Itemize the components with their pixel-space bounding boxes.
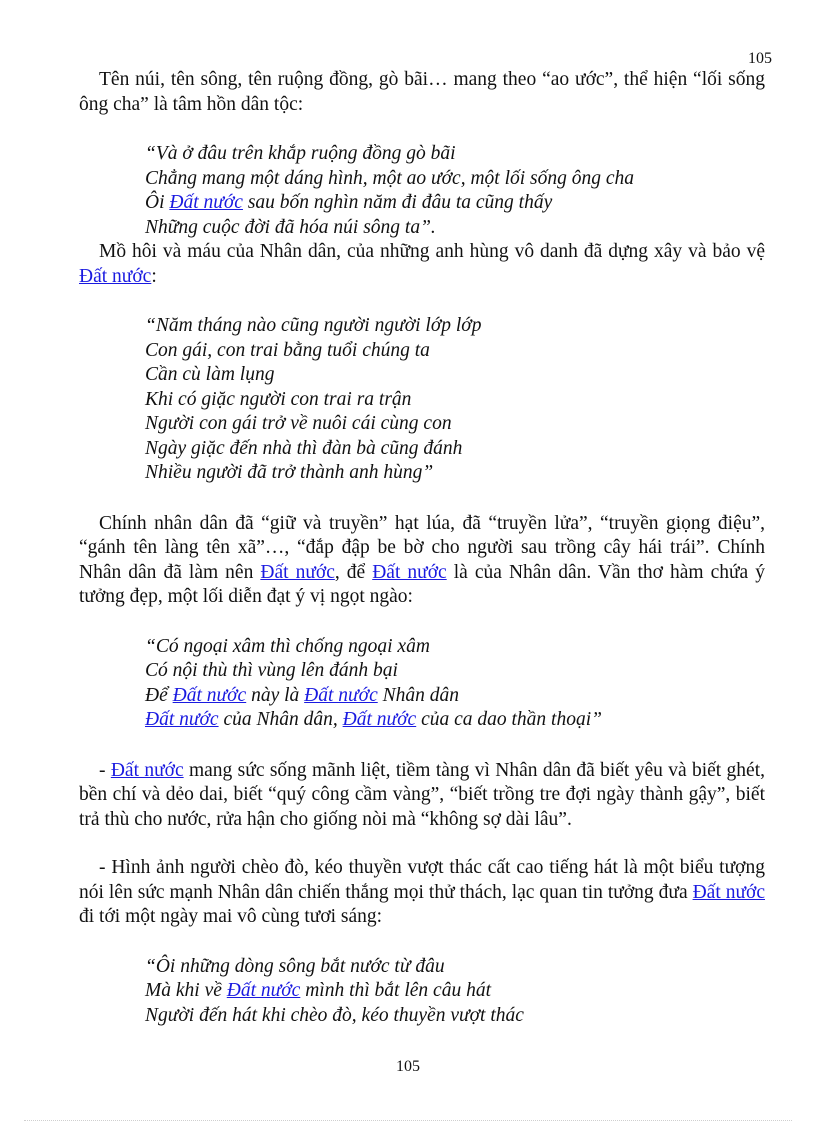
- poem-text: mình thì bắt lên câu hát: [300, 980, 491, 1001]
- spacer: [79, 832, 765, 856]
- page-number-bottom: 105: [396, 1058, 420, 1075]
- poem-text: Để: [145, 684, 173, 706]
- spacer: [79, 117, 765, 142]
- poem-line: [145, 191, 765, 216]
- poem-line: Có nội thù thì vùng lên đánh bại: [145, 660, 398, 681]
- paragraph-text: đi tới một ngày mai vô cùng tươi sáng:: [79, 906, 383, 927]
- poem-line: “Năm tháng nào cũng người người lớp lớp: [145, 315, 482, 336]
- paragraph-boatman: [79, 856, 765, 930]
- paragraph-text: -: [99, 759, 111, 781]
- spacer: [79, 289, 765, 314]
- poem-text: Ôi: [145, 192, 170, 213]
- dat-nuoc-link[interactable]: Đất nước: [304, 684, 378, 706]
- poem-text: sau bốn nghìn năm đi đâu ta cũng thấy: [242, 192, 553, 213]
- paragraph-vitality: [79, 759, 765, 833]
- poem-stanza-1: [79, 142, 765, 240]
- poem-line: “Ôi những dòng sông bắt nước từ đâu: [145, 955, 445, 977]
- page-content: [79, 68, 765, 1028]
- paragraph-text: :: [151, 265, 157, 287]
- paragraph-text: mang sức sống mãnh liệt, tiềm tàng vì Nhân dân đã biết yêu và biết ghét, bền chí và dẻo dai, biết “quý công cầm vàng”, “biết trồng tre đợi ngày thành gậy”, biết trả thù cho nước, rửa hận cho giống nòi mà “không sợ dài lâu”.: [79, 759, 765, 830]
- poem-line: Những cuộc đời đã hóa núi sông ta”.: [145, 216, 436, 238]
- spacer: [79, 930, 765, 955]
- dat-nuoc-link[interactable]: Đất nước: [260, 561, 335, 583]
- paragraph-text: , để: [334, 561, 373, 583]
- dat-nuoc-link[interactable]: Đất nước: [342, 709, 417, 730]
- paragraph-sweat-and-blood: [79, 240, 765, 289]
- dat-nuoc-link[interactable]: Đất nước: [692, 881, 765, 903]
- spacer: [79, 486, 765, 512]
- poem-line: [145, 684, 765, 709]
- poem-line: Con gái, con trai bằng tuổi chúng ta: [145, 339, 430, 361]
- page-bottom-divider: [24, 1120, 792, 1121]
- dat-nuoc-link[interactable]: Đất nước: [226, 980, 301, 1001]
- paragraph-text: là của Nhân dân. Vần thơ hàm chứa ý tưởng đẹp, một lối diễn đạt ý vị ngọt ngào:: [79, 561, 765, 607]
- dat-nuoc-link[interactable]: Đất nước: [110, 759, 184, 781]
- poem-text: của ca dao thần thoại”: [416, 709, 602, 730]
- paragraph-text: Mồ hôi và máu của Nhân dân, của những anh hùng vô danh đã dựng xây và bảo vệ: [99, 241, 765, 262]
- dat-nuoc-link[interactable]: Đất nước: [79, 265, 152, 287]
- poem-line: “Và ở đâu trên khắp ruộng đồng gò bãi: [145, 143, 456, 164]
- paragraph-names-of-places: [79, 68, 765, 117]
- spacer: [79, 733, 765, 759]
- poem-line: Ngày giặc đến nhà thì đàn bà cũng đánh: [145, 437, 463, 459]
- dat-nuoc-link[interactable]: Đất nước: [169, 192, 243, 213]
- paragraph-people-preserve: [79, 512, 765, 610]
- dat-nuoc-link[interactable]: Đất nước: [372, 561, 447, 583]
- poem-text: của Nhân dân,: [218, 709, 343, 730]
- paragraph-text: Chính nhân dân đã “giữ và truyền” hạt lúa, đã “truyền lửa”, “truyền giọng điệu”, “gánh tên làng tên xã”…, “đắp đập be bờ cho người sau trồng cây hái trái”. Chính Nhân dân đã làm nên: [79, 512, 765, 583]
- page-number-top: 105: [748, 50, 772, 67]
- poem-line: Người con gái trở về nuôi cái cùng con: [145, 413, 452, 434]
- poem-line: [145, 708, 765, 733]
- dat-nuoc-link[interactable]: Đất nước: [172, 684, 247, 706]
- poem-line: Khi có giặc người con trai ra trận: [145, 388, 412, 410]
- poem-stanza-4: [79, 955, 765, 1029]
- poem-stanza-2: [79, 314, 765, 486]
- poem-text: Mà khi về: [145, 980, 227, 1001]
- poem-line: Cần cù làm lụng: [145, 364, 275, 385]
- paragraph-text: Tên núi, tên sông, tên ruộng đồng, gò bãi… mang theo “ao ước”, thể hiện “lối sống ông cha” là tâm hồn dân tộc:: [79, 69, 765, 115]
- poem-line: [145, 979, 765, 1004]
- poem-stanza-3: [79, 635, 765, 733]
- poem-line: Chẳng mang một dáng hình, một ao ước, một lối sống ông cha: [145, 167, 635, 189]
- poem-line: “Có ngoại xâm thì chống ngoại xâm: [145, 635, 430, 657]
- poem-line: Nhiều người đã trở thành anh hùng”: [145, 462, 434, 483]
- poem-text: này là: [246, 684, 305, 706]
- dat-nuoc-link[interactable]: Đất nước: [145, 709, 219, 730]
- paragraph-text: - Hình ảnh người chèo đò, kéo thuyền vượt thác cất cao tiếng hát là một biểu tượng nói lên sức mạnh Nhân dân chiến thắng mọi thử thách, lạc quan tin tưởng đưa: [79, 857, 765, 903]
- spacer: [79, 610, 765, 635]
- poem-line: Người đến hát khi chèo đò, kéo thuyền vượt thác: [145, 1004, 524, 1026]
- poem-text: Nhân dân: [377, 684, 459, 706]
